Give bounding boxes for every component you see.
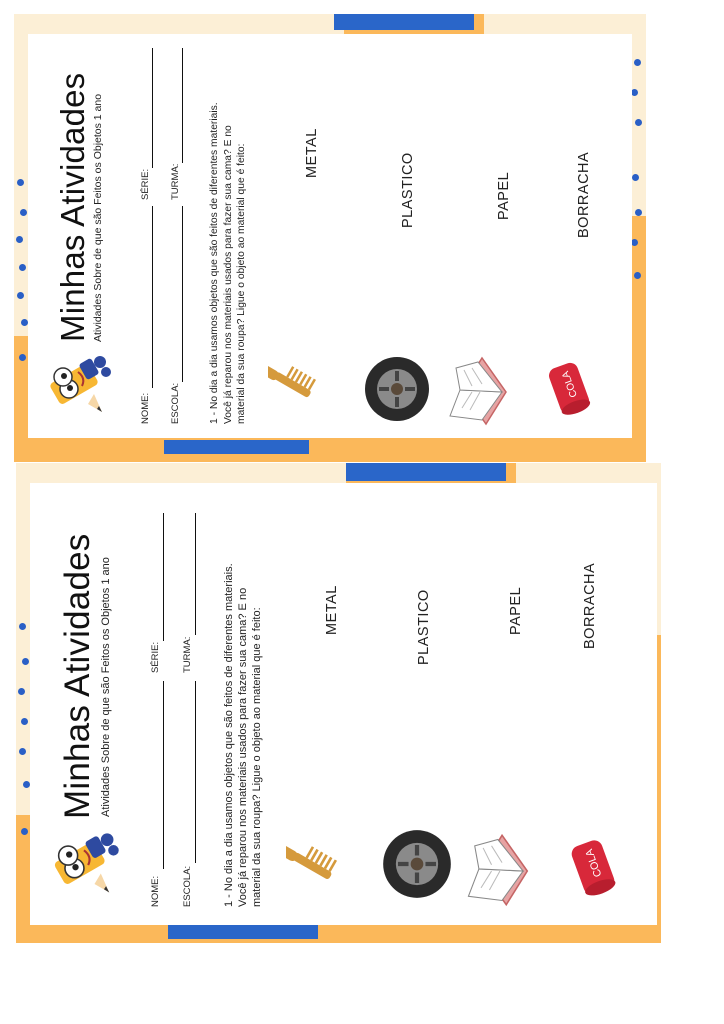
decorative-dot (21, 718, 28, 725)
cream-strip (14, 14, 344, 36)
cream-strip (484, 14, 646, 36)
field-line-turma[interactable] (182, 48, 183, 163)
question-line: 1 - No dia a dia usamos objetos que são feitos de diferentes materiais. (209, 102, 220, 424)
decorative-dot (16, 236, 23, 243)
question-line: 1 - No dia a dia usamos objetos que são feitos de diferentes materiais. (223, 563, 235, 907)
decorative-dot (631, 239, 638, 246)
field-line-nome[interactable] (152, 206, 153, 388)
blue-accent-bar (334, 14, 474, 30)
page-subtitle: Atividades Sobre de que são Feitos os Objetos 1 ano (92, 93, 104, 342)
worksheet-card (28, 34, 632, 438)
worksheet-bottom (16, 463, 661, 943)
worksheet-top (14, 14, 646, 462)
material-metal[interactable]: METAL (304, 128, 320, 178)
blue-accent-bar (346, 463, 506, 481)
comb-icon[interactable] (286, 825, 350, 899)
question-line: material da sua roupa? Ligue o objeto ao material que é feito: (251, 607, 263, 907)
soda-can-icon[interactable] (540, 356, 600, 420)
label-serie: SÉRIE: (140, 168, 151, 200)
label-serie: SÉRIE: (150, 641, 161, 673)
decorative-dot (22, 658, 29, 665)
blue-accent-bar (168, 923, 318, 939)
page-title: Minhas Atividades (58, 533, 97, 819)
can-label: COLA (583, 847, 605, 879)
field-line-escola[interactable] (195, 681, 196, 863)
worksheet-content (30, 483, 657, 925)
tire-icon[interactable] (362, 354, 432, 424)
question-line: Você já reparou nos materiais usados para fazer sua cama? E no (222, 125, 234, 424)
page-title: Minhas Atividades (54, 72, 91, 342)
tire-icon[interactable] (380, 827, 454, 901)
decorative-dot (634, 59, 641, 66)
field-line-nome[interactable] (163, 681, 164, 869)
decorative-dot (19, 354, 26, 361)
decorative-dot (635, 119, 642, 126)
decorative-dot (23, 781, 30, 788)
field-line-serie[interactable] (152, 48, 153, 168)
decorative-dot (19, 623, 26, 630)
decorative-dot (17, 292, 24, 299)
can-label: COLA (560, 369, 580, 399)
question-line: material da sua roupa? Ligue o objeto ao material que é feito: (236, 143, 247, 424)
decorative-dot (634, 272, 641, 279)
label-escola: ESCOLA: (182, 865, 193, 907)
book-icon[interactable] (446, 352, 516, 430)
decorative-dot (17, 179, 24, 186)
label-escola: ESCOLA: (170, 382, 181, 424)
field-line-turma[interactable] (195, 513, 196, 635)
material-borracha[interactable]: BORRACHA (576, 151, 592, 238)
decorative-dot (21, 319, 28, 326)
pencil-mascot-icon (46, 825, 124, 903)
question-text (208, 44, 249, 424)
decorative-dot (635, 209, 642, 216)
material-metal[interactable]: METAL (324, 585, 340, 635)
book-icon[interactable] (464, 829, 538, 911)
material-plastico[interactable]: PLASTICO (416, 589, 432, 665)
material-papel[interactable]: PAPEL (508, 586, 524, 635)
worksheet-content (28, 34, 632, 438)
question-line: Você já reparou nos materiais usados para fazer sua cama? E no (237, 587, 249, 907)
field-line-serie[interactable] (163, 513, 164, 641)
decorative-dot (20, 209, 27, 216)
label-nome: NOME: (150, 875, 161, 907)
decorative-dot (18, 688, 25, 695)
page-subtitle: Atividades Sobre de que são Feitos os Objetos 1 ano (100, 557, 112, 817)
cream-strip (16, 463, 346, 485)
label-nome: NOME: (140, 392, 151, 424)
label-turma: TURMA: (182, 636, 193, 673)
worksheet-card (30, 483, 657, 925)
comb-icon[interactable] (268, 346, 328, 416)
decorative-dot (631, 89, 638, 96)
cream-strip (516, 463, 661, 485)
decorative-dot (21, 828, 28, 835)
material-plastico[interactable]: PLASTICO (400, 152, 416, 228)
question-text (222, 497, 264, 907)
soda-can-icon[interactable] (562, 833, 626, 901)
material-papel[interactable]: PAPEL (496, 171, 512, 220)
decorative-dot (632, 174, 639, 181)
material-borracha[interactable]: BORRACHA (582, 562, 598, 649)
pencil-mascot-icon (42, 348, 116, 422)
decorative-dot (19, 748, 26, 755)
field-line-escola[interactable] (182, 206, 183, 382)
label-turma: TURMA: (170, 163, 181, 200)
blue-accent-bar (164, 440, 309, 454)
decorative-dot (19, 264, 26, 271)
